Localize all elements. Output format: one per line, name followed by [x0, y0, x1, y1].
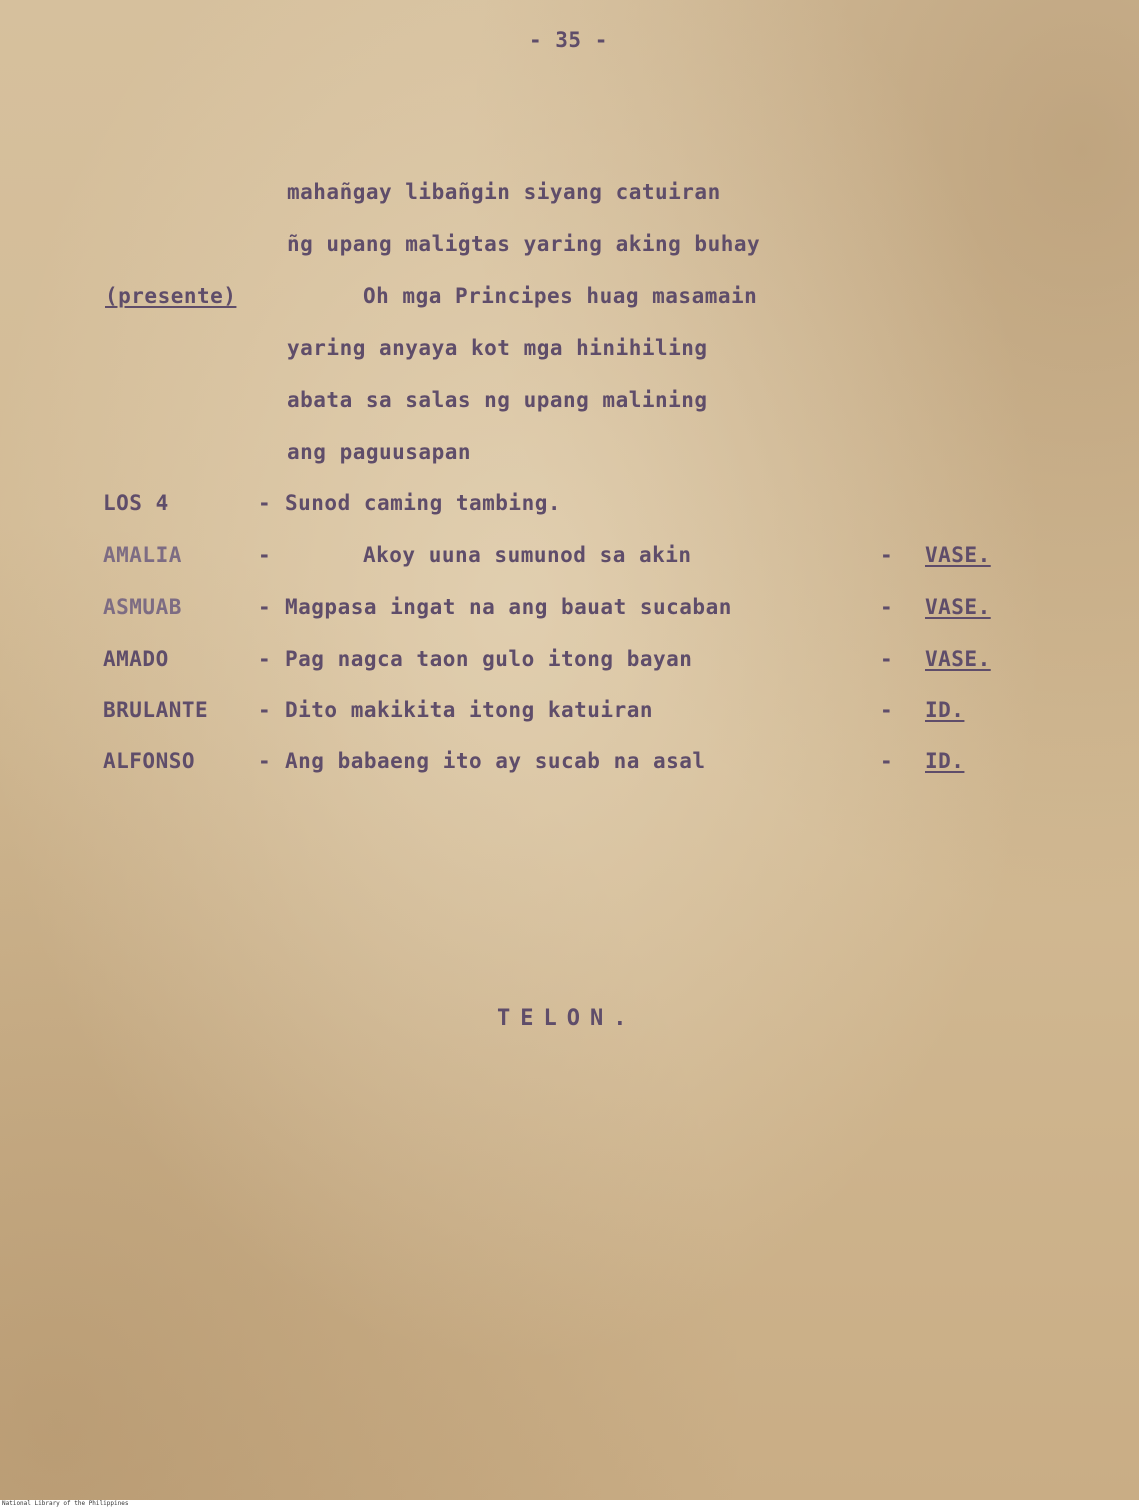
footer-bar [0, 1500, 1139, 1508]
margin-mark: VASE. [925, 595, 991, 619]
margin-dash: - [880, 698, 894, 722]
margin-mark: VASE. [925, 647, 991, 671]
margin-mark: VASE. [925, 543, 991, 567]
dialogue-dash: - [258, 749, 272, 773]
verse-line: Oh mga Principes huag masamain [363, 284, 758, 308]
verse-line: ang paguusapan [287, 440, 472, 464]
verse-line: yaring anyaya kot mga hinihiling [287, 336, 708, 360]
footer-credit: National Library of the Philippines [2, 1500, 129, 1507]
dialogue-dash: - [258, 543, 272, 567]
dialogue-dash: - [258, 491, 272, 515]
margin-mark: ID. [925, 698, 965, 722]
dialogue-line: Dito makikita itong katuiran [285, 698, 654, 722]
dialogue-line: Magpasa ingat na ang bauat sucaban [285, 595, 732, 619]
margin-dash: - [880, 595, 894, 619]
dialogue-line: Akoy uuna sumunod sa akin [363, 543, 692, 567]
speaker-name: ASMUAB [103, 595, 182, 619]
dialogue-line: Sunod caming tambing. [285, 491, 562, 515]
page-number: - 35 - [529, 28, 608, 52]
verse-line: abata sa salas ng upang malining [287, 388, 708, 412]
margin-dash: - [880, 543, 894, 567]
margin-dash: - [880, 749, 894, 773]
dialogue-line: Pag nagca taon gulo itong bayan [285, 647, 693, 671]
margin-dash: - [880, 647, 894, 671]
verse-line: mahañgay libañgin siyang catuiran [287, 180, 721, 204]
speaker-name: AMALIA [103, 543, 182, 567]
speaker-name: BRULANTE [103, 698, 209, 722]
verse-line: ñg upang maligtas yaring aking buhay [287, 232, 761, 256]
stage-note: (presente) [105, 284, 237, 308]
speaker-name: ALFONSO [103, 749, 196, 773]
dialogue-dash: - [258, 698, 272, 722]
speaker-name: AMADO [103, 647, 169, 671]
margin-mark: ID. [925, 749, 965, 773]
dialogue-line: Ang babaeng ito ay sucab na asal [285, 749, 706, 773]
speaker-name: LOS 4 [103, 491, 169, 515]
dialogue-dash: - [258, 595, 272, 619]
closing-curtain: TELON. [497, 1006, 637, 1031]
dialogue-dash: - [258, 647, 272, 671]
